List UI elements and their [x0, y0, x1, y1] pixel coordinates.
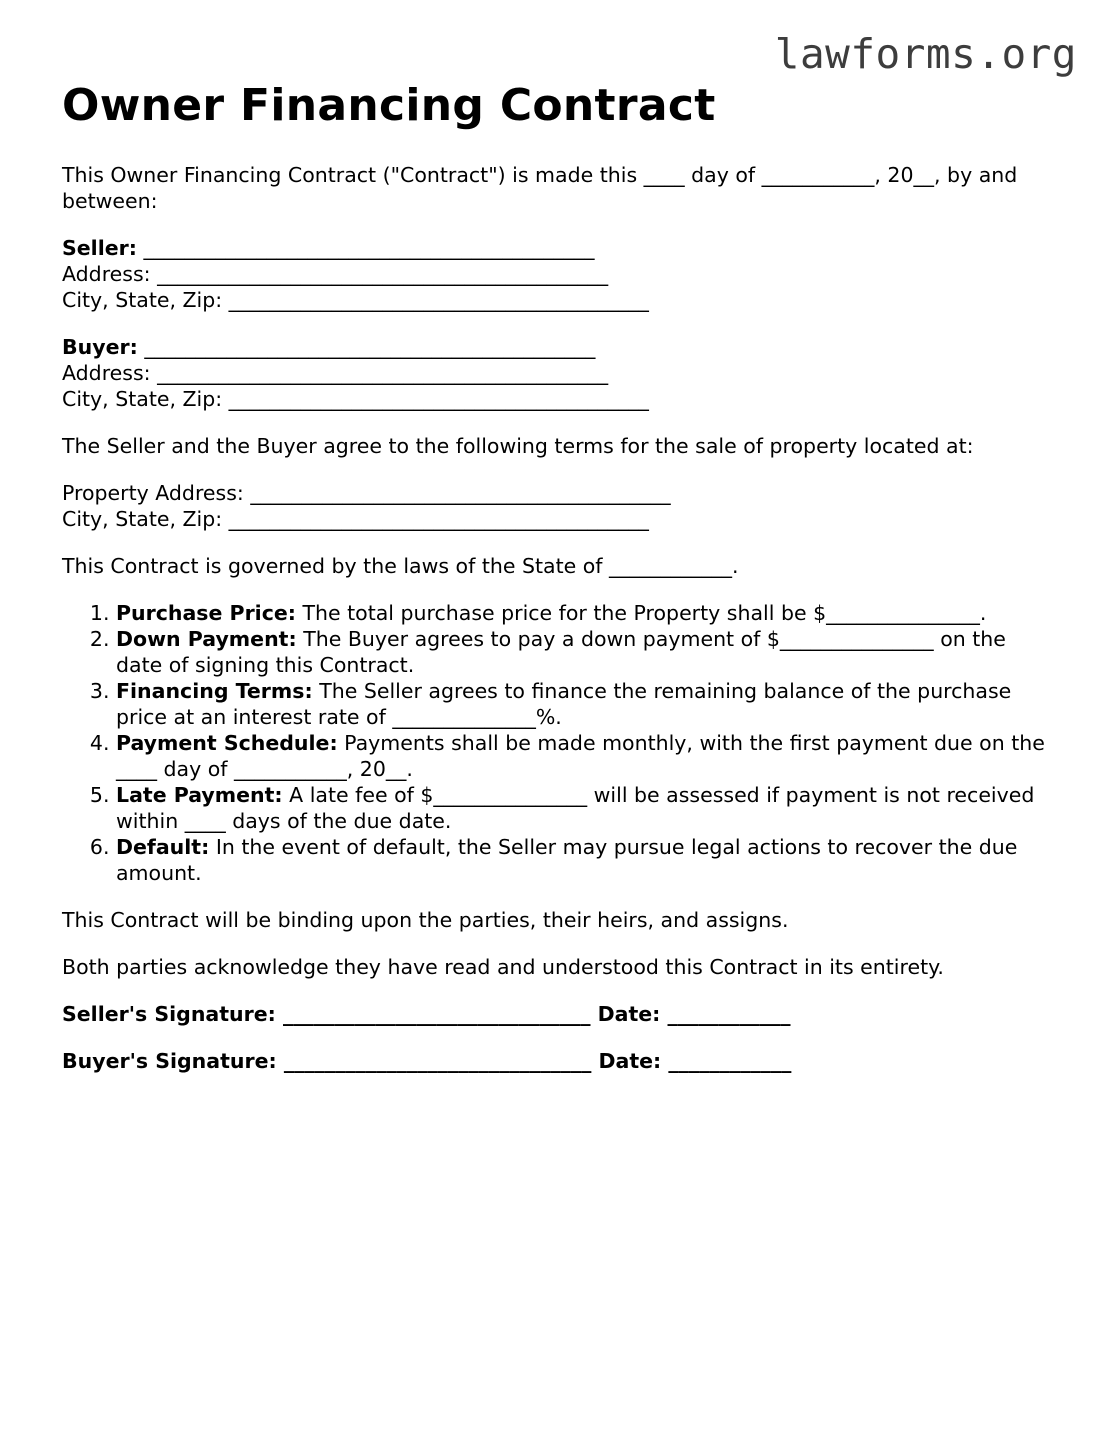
term-item	[116, 678, 1052, 730]
term-text: The Seller agrees to finance the remaining balance of the purchase price at an interest rate of ______________%.	[116, 679, 1012, 729]
agree-paragraph: The Seller and the Buyer agree to the following terms for the sale of property located at:	[62, 434, 974, 458]
term-label: Purchase Price:	[116, 601, 296, 625]
property-city-line: City, State, Zip: _________________________________________	[62, 507, 649, 531]
contract-document	[62, 80, 1052, 1074]
governed-paragraph: This Contract is governed by the laws of the State of ____________.	[62, 554, 739, 578]
term-text: Payments shall be made monthly, with the first payment due on the ____ day of ___________, 20__.	[116, 731, 1045, 781]
seller-signature-line: Seller's Signature: ______________________________ Date: ____________	[62, 1002, 791, 1026]
watermark-logo: lawforms.org	[774, 30, 1077, 78]
term-text: In the event of default, the Seller may pursue legal actions to recover the due amount.	[116, 835, 1018, 885]
buyer-city-line: City, State, Zip: _________________________________________	[62, 387, 649, 411]
term-item	[116, 730, 1052, 782]
term-label: Financing Terms:	[116, 679, 313, 703]
term-label: Late Payment:	[116, 783, 283, 807]
seller-name-blank: ____________________________________________	[136, 236, 595, 260]
seller-label: Seller:	[62, 236, 137, 260]
term-item	[116, 626, 1052, 678]
document-title: Owner Financing Contract	[62, 80, 716, 131]
buyer-name-line	[62, 334, 1052, 360]
buyer-label: Buyer:	[62, 335, 138, 359]
term-text: The Buyer agrees to pay a down payment of $_______________ on the date of signing this Contract.	[116, 627, 1006, 677]
intro-paragraph: This Owner Financing Contract ("Contract") is made this ____ day of ___________, 20__, by and between:	[62, 163, 1018, 213]
seller-city-line: City, State, Zip: _________________________________________	[62, 288, 649, 312]
buyer-address-line: Address: ____________________________________________	[62, 361, 609, 385]
term-label: Payment Schedule:	[116, 731, 338, 755]
acknowledge-paragraph: Both parties acknowledge they have read and understood this Contract in its entirety.	[62, 955, 944, 979]
seller-block	[62, 235, 1052, 313]
seller-name-line	[62, 235, 1052, 261]
binding-paragraph: This Contract will be binding upon the parties, their heirs, and assigns.	[62, 908, 789, 932]
terms-list	[62, 600, 1052, 886]
buyer-signature-line: Buyer's Signature: ______________________________ Date: ____________	[62, 1049, 792, 1073]
term-text: The total purchase price for the Property shall be $_______________.	[295, 601, 987, 625]
term-item	[116, 834, 1052, 886]
term-item	[116, 782, 1052, 834]
property-address-line: Property Address: _________________________________________	[62, 481, 671, 505]
property-block	[62, 480, 1052, 532]
term-item	[116, 600, 1052, 626]
seller-address-line: Address: ____________________________________________	[62, 262, 609, 286]
buyer-block	[62, 334, 1052, 412]
buyer-name-blank: ____________________________________________	[137, 335, 596, 359]
term-label: Down Payment:	[116, 627, 297, 651]
term-label: Default:	[116, 835, 210, 859]
term-text: A late fee of $_______________ will be assessed if payment is not received within ____ days of the due date.	[116, 783, 1035, 833]
